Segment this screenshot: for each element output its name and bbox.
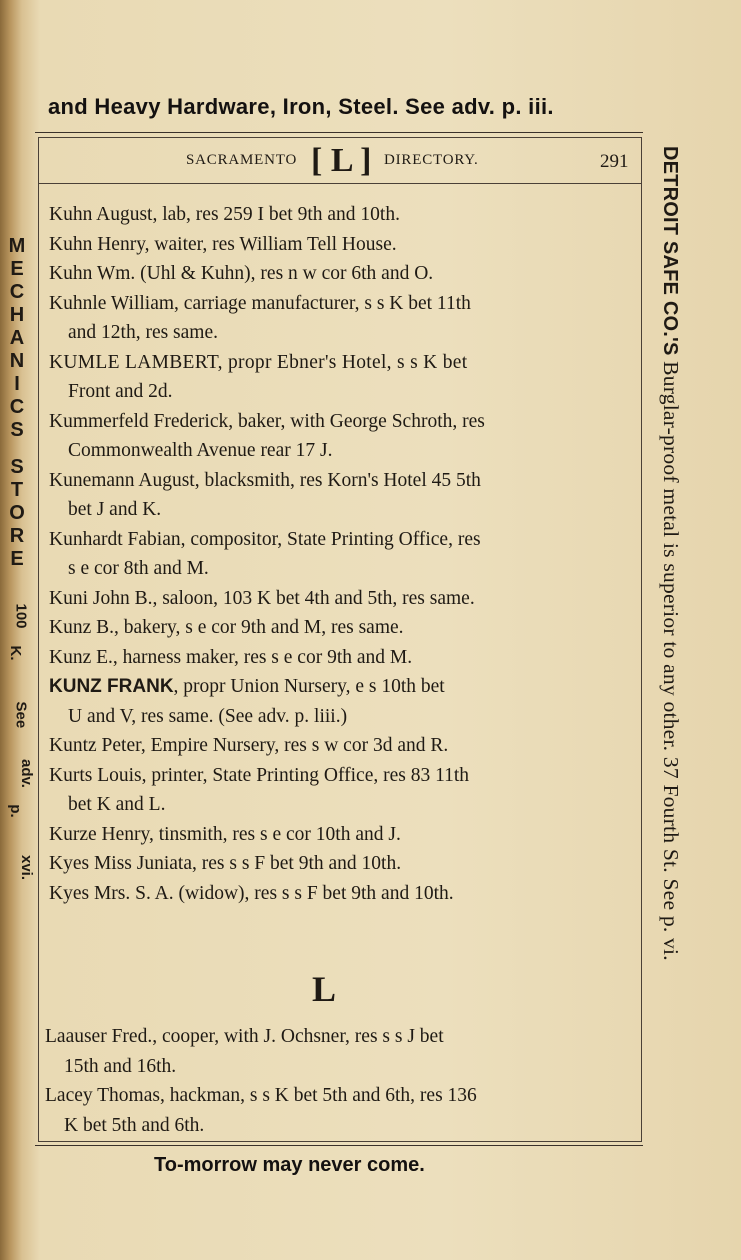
entry-continuation: s e cor 8th and M. bbox=[68, 558, 209, 579]
entry-continuation: Front and 2d. bbox=[68, 381, 173, 402]
running-header bbox=[38, 138, 642, 184]
left-ad-glyph: adv. bbox=[18, 759, 35, 788]
entry-continuation: and 12th, res same. bbox=[68, 322, 219, 343]
left-ad-glyph: S bbox=[10, 419, 24, 441]
directory-entry bbox=[49, 731, 639, 761]
left-ad-glyph: K. bbox=[7, 645, 24, 661]
directory-entry bbox=[45, 1081, 639, 1140]
entry-line: Kuhn Wm. (Uhl & Kuhn), res n w cor 6th and O. bbox=[49, 263, 434, 284]
left-ad-glyph: M bbox=[8, 235, 26, 257]
right-margin-ad-text bbox=[655, 146, 686, 1156]
left-ad-glyph: A bbox=[9, 327, 25, 349]
entry-line: Kurze Henry, tinsmith, res s e cor 10th and J. bbox=[49, 823, 401, 845]
directory-entry bbox=[49, 466, 639, 525]
entry-line: KUNZ FRANK, propr Union Nursery, e s 10th bet bbox=[49, 676, 445, 697]
directory-entry bbox=[49, 348, 639, 407]
entry-bold-name: KUNZ FRANK bbox=[49, 676, 174, 697]
directory-entries-l bbox=[45, 1022, 639, 1140]
entry-continuation: bet K and L. bbox=[68, 794, 166, 815]
left-ad-glyph: C bbox=[9, 396, 25, 418]
left-ad-glyph: See bbox=[12, 701, 30, 729]
right-ad-body: Burglar-proof metal is superior to any other. 37 Fourth St. See p. vi. bbox=[659, 361, 683, 961]
entry-line: Kyes Mrs. S. A. (widow), res s s F bet 9th and 10th. bbox=[49, 882, 454, 904]
directory-entry bbox=[49, 200, 639, 230]
header-city: SACRAMENTO bbox=[186, 152, 298, 168]
entry-continuation: 15th and 16th. bbox=[64, 1055, 177, 1077]
entry-line: Laauser Fred., cooper, with J. Ochsner, res s s J bet bbox=[45, 1026, 444, 1047]
entry-continuation: U and V, res same. (See adv. p. liii.) bbox=[68, 705, 348, 727]
entry-line: Lacey Thomas, hackman, s s K bet 5th and 6th, res 136 bbox=[45, 1085, 477, 1106]
entry-line: Kunz E., harness maker, res s e cor 9th and M. bbox=[49, 646, 413, 668]
left-ad-glyph: I bbox=[14, 373, 20, 395]
directory-entry bbox=[49, 407, 639, 466]
left-ad-glyph: O bbox=[9, 502, 25, 524]
directory-entry bbox=[49, 849, 639, 879]
entry-line: Kummerfeld Frederick, baker, with George Schroth, res bbox=[49, 410, 485, 432]
header-title: DIRECTORY. bbox=[384, 152, 479, 168]
right-margin-ad bbox=[652, 146, 696, 1156]
entry-line: Kyes Miss Juniata, res s s F bet 9th and 10th. bbox=[49, 853, 402, 874]
directory-entry bbox=[49, 643, 639, 673]
entry-line: Kuhn August, lab, res 259 I bet 9th and 10th. bbox=[49, 204, 400, 225]
entry-line: Kuhnle William, carriage manufacturer, s s K bet 11th bbox=[49, 292, 471, 314]
entry-continuation: bet J and K. bbox=[68, 499, 162, 520]
left-ad-glyph: E bbox=[10, 548, 24, 570]
directory-entry bbox=[49, 672, 639, 731]
directory-entry bbox=[49, 879, 639, 909]
left-ad-glyph: H bbox=[9, 304, 25, 326]
left-ad-glyph: N bbox=[9, 350, 25, 372]
entry-line: Kurts Louis, printer, State Printing Office, res 83 11th bbox=[49, 764, 470, 786]
entry-continuation: K bet 5th and 6th. bbox=[64, 1114, 205, 1136]
entry-line: Kuntz Peter, Empire Nursery, res s w cor 3d and R. bbox=[49, 735, 449, 756]
section-letter: L bbox=[312, 969, 337, 1009]
entry-line: Kunhardt Fabian, compositor, State Printing Office, res bbox=[49, 528, 481, 550]
directory-entry bbox=[49, 613, 639, 643]
directory-entry bbox=[49, 761, 639, 820]
left-ad-glyph: 100 bbox=[12, 603, 30, 629]
left-ad-glyph: C bbox=[9, 281, 25, 303]
left-ad-glyph: E bbox=[10, 258, 24, 280]
left-ad-glyph: p. bbox=[7, 804, 24, 818]
page-number: 291 bbox=[600, 151, 629, 172]
entry-line: Kuni John B., saloon, 103 K bet 4th and 5th, res same. bbox=[49, 587, 475, 609]
left-ad-glyph: R bbox=[9, 525, 25, 547]
directory-entries bbox=[49, 200, 639, 908]
directory-entry bbox=[45, 1022, 639, 1081]
header-letter: [ L ] bbox=[311, 142, 372, 179]
entry-line: Kunz B., bakery, s e cor 9th and M, res same. bbox=[49, 617, 404, 638]
right-ad-brand: DETROIT SAFE CO.'S bbox=[659, 146, 681, 356]
directory-entry bbox=[49, 289, 639, 348]
left-ad-glyph: T bbox=[10, 479, 24, 501]
bottom-banner: To-morrow may never come. bbox=[154, 1154, 425, 1176]
directory-entry bbox=[49, 259, 639, 289]
entry-line: KUMLE LAMBERT, propr Ebner's Hotel, s s K bet bbox=[49, 351, 468, 373]
directory-entry bbox=[49, 230, 639, 260]
left-ad-glyph: S bbox=[10, 456, 24, 478]
top-banner: and Heavy Hardware, Iron, Steel. See adv. p. iii. bbox=[48, 94, 554, 119]
left-ad-glyph: xvi. bbox=[18, 855, 35, 881]
directory-entry bbox=[49, 584, 639, 614]
entry-line: Kunemann August, blacksmith, res Korn's Hotel 45 5th bbox=[49, 469, 481, 491]
directory-entry bbox=[49, 820, 639, 850]
left-margin-ad bbox=[0, 236, 34, 1056]
directory-entry bbox=[49, 525, 639, 584]
entry-continuation: Commonwealth Avenue rear 17 J. bbox=[68, 440, 333, 461]
entry-line: Kuhn Henry, waiter, res William Tell House. bbox=[49, 233, 397, 255]
